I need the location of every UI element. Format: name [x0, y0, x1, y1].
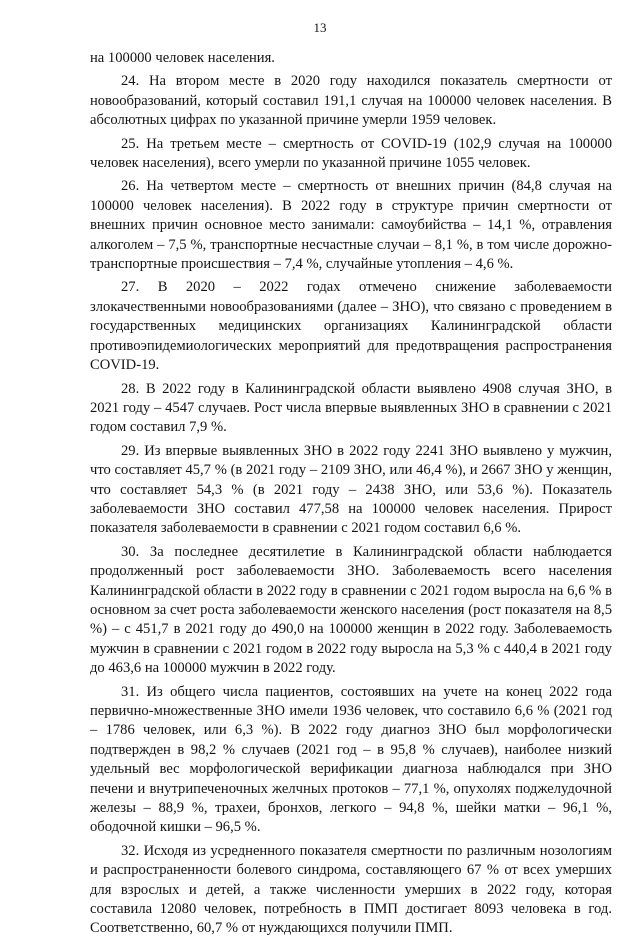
- paragraph-29: 29. Из впервые выявленных ЗНО в 2022 году 2241 ЗНО выявлено у мужчин, что составляет 45,7 % (в 2021 году – 2109 ЗНО, или 46,4 %), и 2667 ЗНО у женщин, что составляет 54,3 % (в 2021 году – 2438 ЗНО, или 53,6 %). Показатель заболеваемости ЗНО составил 477,58 на 100000 человек населения. Прирост показателя заболеваемости в сравнении с 2021 годом составил 6,6 %.: [90, 442, 612, 537]
- paragraph-24: 24. На втором месте в 2020 году находился показатель смертности от новообразований, который составил 191,1 случая на 100000 человек населения. В абсолютных цифрах по указанной причине умерли 1959 человек.: [90, 73, 612, 129]
- paragraph-27: 27. В 2020 – 2022 годах отмечено снижение заболеваемости злокачественными новообразованиями (далее – ЗНО), что связано с проведением в государственных медицинских организациях Калининградской области противоэпидемиологических мероприятий для предотвращения распространения COVID-19.: [90, 279, 612, 374]
- paragraph-continuation: на 100000 человек населения.: [90, 50, 275, 66]
- paragraph-30: 30. За последнее десятилетие в Калининградской области наблюдается продолженный рост заболеваемости ЗНО. Заболеваемость всего населения Калининградской области в 2022 году в сравнении с 2021 годом выросла на 6,6 % в основном за счет роста заболеваемости женского населения (рост показателя на 8,5 %) – с 451,7 в 2021 году до 490,0 на 100000 женщин в 2022 году. Заболеваемость мужчин в сравнении с 2021 годом в 2022 году выросла на 5,3 % с 440,4 в 2021 году до 463,6 на 100000 мужчин в 2022 году.: [90, 543, 612, 677]
- paragraph-28: 28. В 2022 году в Калининградской области выявлено 4908 случая ЗНО, в 2021 году – 4547 случаев. Рост числа впервые выявленных ЗНО в сравнении с 2021 годом составил 7,9 %.: [90, 380, 612, 436]
- paragraph-25: 25. На третьем месте – смертность от COVID-19 (102,9 случая на 100000 человек населения), всего умерли по указанной причине 1055 человек.: [90, 135, 612, 172]
- page-number: 13: [313, 20, 327, 35]
- paragraph-31: 31. Из общего числа пациентов, состоявших на учете на конец 2022 года первично-множественные ЗНО имели 1936 человек, что составило 6,6 % (2021 год – 1786 человек, или 6,3 %). В 2022 году диагноз ЗНО был морфологически подтвержден в 98,2 % случаев (2021 год – в 95,8 % случаев), наиболее низкий удельный вес морфологической верификации диагноза наблюдался при ЗНО печени и внутрипеченочных желчных протоков – 77,1 %, опухолях поджелудочной железы – 88,9 %, трахеи, бронхов, легкого – 94,8 %, шейки матки – 96,1 %, ободочной кишки – 96,5 %.: [90, 683, 612, 836]
- document-body: [90, 49, 612, 943]
- paragraph-32: 32. Исходя из усредненного показателя смертности по различным нозологиям и распространенности болевого синдрома, составляющего 67 % от всех умерших для взрослых и детей, а также численности умерших в 2022 году, которая составила 12080 человек, потребность в ПМП достигает 8093 человека в год. Соответственно, 60,7 % от нуждающихся получили ПМП.: [90, 842, 612, 937]
- paragraph-26: 26. На четвертом месте – смертность от внешних причин (84,8 случая на 100000 человек населения). В 2022 году в структуре причин смертности от внешних причин основное место занимали: самоубийства – 14,1 %, отравления алкоголем – 7,5 %, транспортные несчастные случаи – 8,1 %, в том числе дорожно-транспортные происшествия – 7,4 %, случайные утопления – 4,6 %.: [90, 178, 612, 273]
